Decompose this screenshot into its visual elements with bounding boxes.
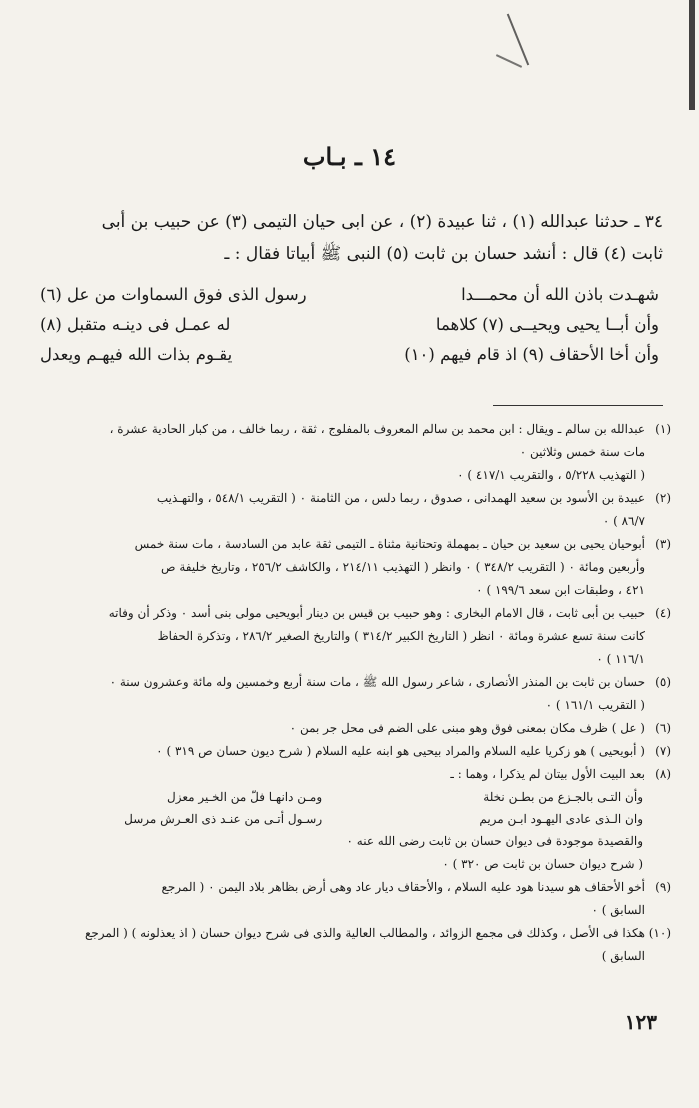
footnote-line: حبيب بن أبى ثابت ، قال الامام البخارى : وهو حبيب بن قيس بن دينار أبويحيى مولى بنى أسد ٠ وذكر أن وفاته [108,606,645,620]
footnote-body [26,533,645,602]
footnote-line: وأربعين ومائة ٠ ( التقريب ٣٤٨/٢ ) ٠ وانظر ( التهذيب ٢١٤/١١ ، والكاشف ٢٥٦/٢ ، وتاريخ خليفة ص [161,560,645,574]
footnote [26,487,671,533]
footnote-line: ١١٦/١ ) ٠ [596,652,645,666]
footnote-line: ( شرح ديوان حسان بن ثابت ص ٣٢٠ ) ٠ [442,857,643,871]
footnote-number: (٤) [655,606,671,620]
hadith-line: ٣٤ ـ حدثنا عبدالله (١) ، ثنا عبيدة (٢) ، عن ابى حيان التيمى (٣) عن حبيب بن أبى [101,212,663,232]
footnote-line: السابق ) [601,949,645,963]
poem [40,280,659,370]
poem-verse [40,310,659,340]
footnote-line: هكذا فى الأصل ، وكذلك فى مجمع الزوائد ، والمطالب العالية والذى فى شرح ديوان حسان ( اذ يعذلونه ) ( المرجع [84,926,645,940]
verse-first-hemistich: وأن أبــا يحيى ويحيــى (٧) كلاهما [435,315,659,334]
footnote-line: بعد البيت الأول بيتان لم يذكرا ، وهما : ـ [450,767,645,781]
scan-stroke-mark [496,54,522,68]
footnote-poem-verse [26,808,643,830]
page-number: ١٢٣ [624,1010,657,1034]
footnote-line: ( التقريب ١٦١/١ ) ٠ [545,698,645,712]
footnote-body [26,487,645,533]
footnote-separator [493,405,663,406]
footnote [26,922,671,968]
verse-second-hemistich: يقـوم بذات الله فيهـم ويعدل [40,345,233,364]
verse-first-hemistich: وان الـذى عادى اليهـود ابـن مريم [479,812,643,826]
verse-second-hemistich: ومـن دانهـا فلّ من الخـير معزل [167,790,323,804]
footnote-line: السابق ) ٠ [591,903,645,917]
footnote-body [26,717,645,740]
footnote [26,418,671,487]
footnote-line: ( التهذيب ٥/٢٢٨ ، والتقريب ٤١٧/١ ) ٠ [457,468,645,482]
verse-first-hemistich: شهـدت باذن الله أن محمـــدا [461,285,659,304]
footnote-number: (٨) [655,767,671,781]
scan-edge-mark [689,0,695,110]
footnote-body [26,671,645,717]
poem-verse [40,280,659,310]
footnotes [26,418,671,968]
footnote [26,602,671,671]
footnote-line: ٤٢١ ، وطبقات ابن سعد ١٩٩/٦ ) ٠ [476,583,645,597]
footnote-number: (٩) [655,880,671,894]
footnote [26,740,671,763]
footnote-body [26,763,645,786]
footnote-line: مات سنة خمس وثلاثين ٠ [519,445,645,459]
footnote-line: حسان بن ثابت بن المنذر الأنصارى ، شاعر رسول الله ﷺ ، مات سنة أربع وخمسين وله مائة وعشرون سنة ٠ [109,675,645,689]
verse-first-hemistich: وأن التـى بالجـزع من بطـن نخلة [483,790,643,804]
footnote-poem-verse [26,786,643,808]
footnote [26,763,671,786]
footnote-number: (١) [655,422,671,436]
footnote-line: والقصيدة موجودة فى ديوان حسان بن ثابت رضى الله عنه ٠ [346,834,643,848]
verse-first-hemistich: وأن أخا الأحقاف (٩) اذ قام فيهم (١٠) [404,345,659,364]
footnote-body [26,740,645,763]
footnote-body [26,418,645,487]
footnote-line: أبوحيان يحيى بن سعيد بن حيان ـ بمهملة وتحتانية مثناة ـ التيمى ثقة عابد من السادسة ، مات سنة خمس [134,537,645,551]
footnote [26,876,671,922]
footnote-line: ( عل ) ظرف مكان بمعنى فوق وهو مبنى على الضم فى محل جر بمن ٠ [289,721,645,735]
footnote-body [26,922,645,968]
footnote-number: (٢) [655,491,671,505]
poem-verse [40,340,659,370]
hadith-line: ثابت (٤) قال : أنشد حسان بن ثابت (٥) النبى ﷺ أبياتا فقال : ـ [224,244,663,264]
hadith-text [30,206,663,270]
footnote-number: (٦) [655,721,671,735]
chapter-title: ١٤ ـ بـاب [302,142,397,171]
footnote-body [26,602,645,671]
footnote-line: عبيدة بن الأسود بن سعيد الهمدانى ، صدوق ، ربما دلس ، من الثامنة ٠ ( التقريب ٥٤٨/١ ، والتهـذيب [156,491,645,505]
scan-stroke-mark [507,14,529,66]
footnote [26,717,671,740]
footnote-line: كانت سنة تسع عشرة ومائة ٠ انظر ( التاريخ الكبير ٣١٤/٢ ) والتاريخ الصغير ٢٨٦/٢ ، وتذكرة الحفاظ [157,629,645,643]
footnote-line: ( أبويحيى ) هو زكريا عليه السلام والمراد بيحيى هو ابنه عليه السلام ( شرح ديون حسان ص ٣١٩ ) ٠ [156,744,645,758]
footnote [26,533,671,602]
footnote-number: (٧) [655,744,671,758]
footnote-number: (١٠) [648,926,671,940]
footnote-number: (٥) [655,675,671,689]
footnote-line: ٨٦/٧ ) ٠ [602,514,645,528]
verse-second-hemistich: رسول الذى فوق السماوات من عل (٦) [40,285,307,304]
verse-second-hemistich: له عمـل فى دينـه متقبل (٨) [40,315,231,334]
footnote-number: (٣) [655,537,671,551]
verse-second-hemistich: رسـول أتـى من عنـد ذى العـرش مرسل [124,812,323,826]
footnote [26,671,671,717]
footnote-poem [26,786,671,876]
footnote-body [26,876,645,922]
footnote-line: عبدالله بن سالم ـ ويقال : ابن محمد بن سالم المعروف بالمفلوج ، ثقة ، ربما خالف ، من كبار الحادية عشرة ، [109,422,645,436]
footnote-line: أخو الأحقاف هو سيدنا هود عليه السلام ، والأحقاف ديار عاد وهى أرض بظاهر بلاد اليمن ٠ ( المرجع [161,880,645,894]
